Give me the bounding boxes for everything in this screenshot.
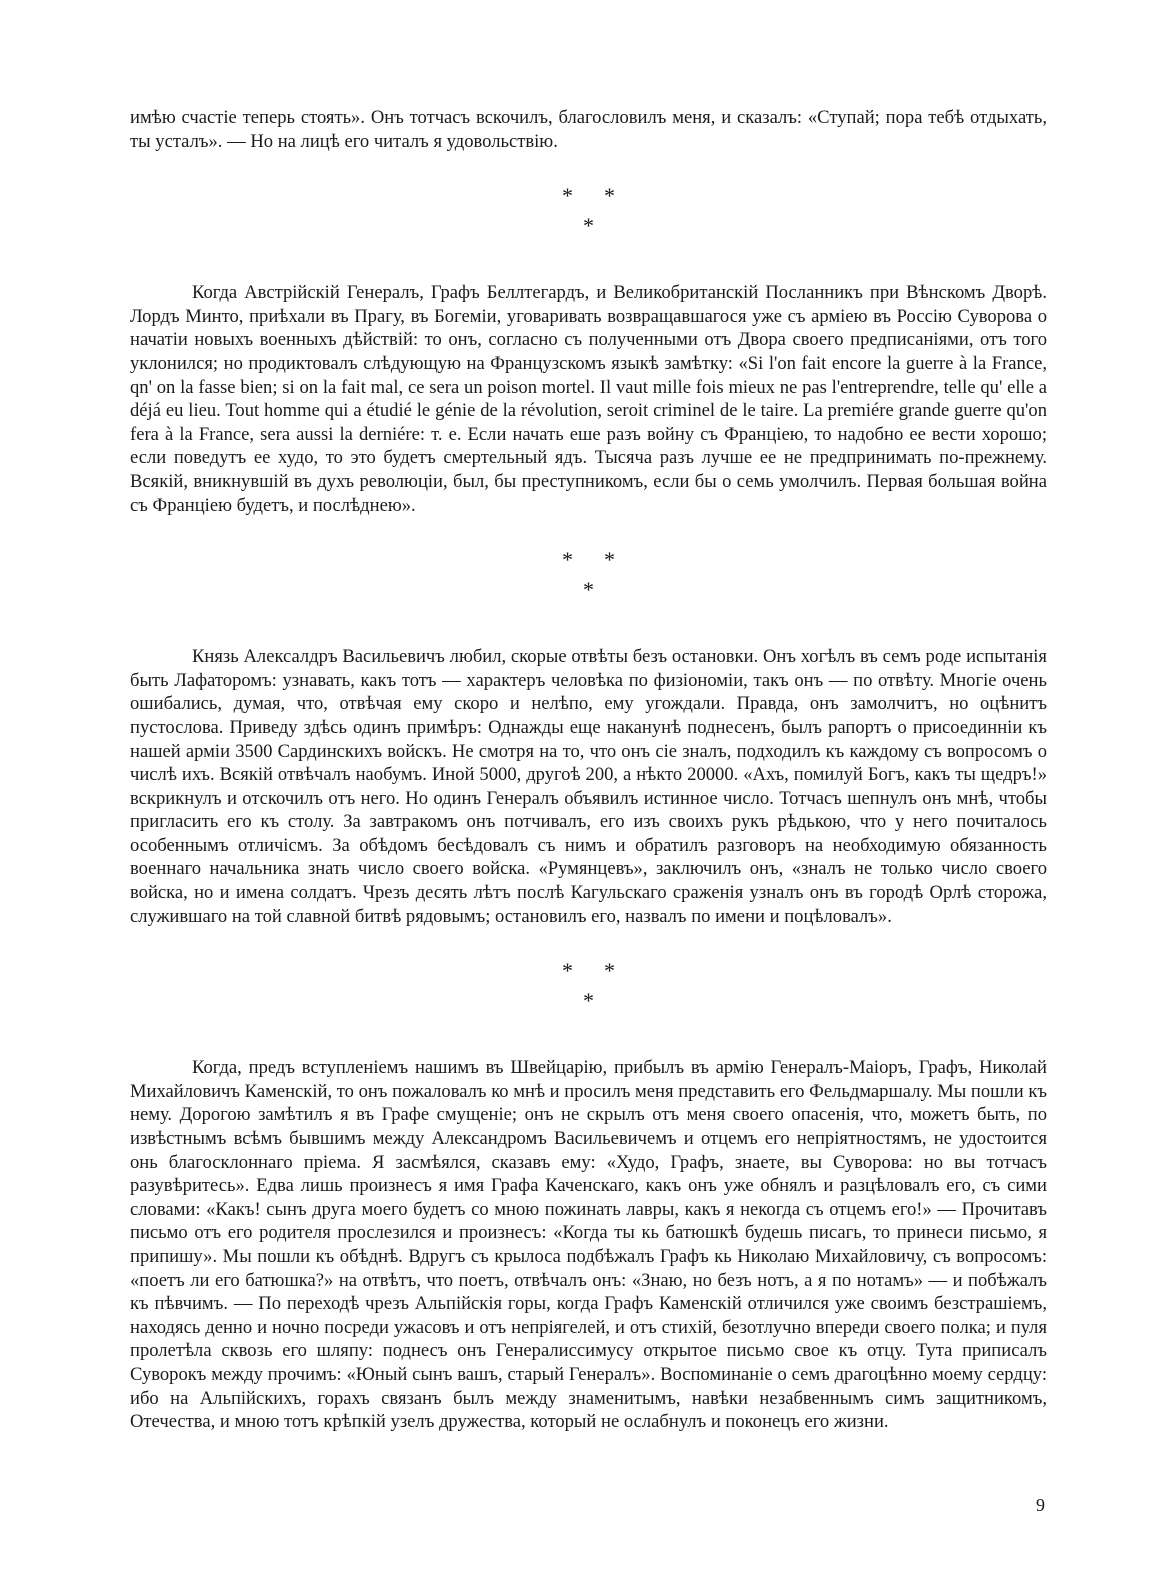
separator-star: * bbox=[583, 213, 594, 239]
paragraph-1: имѣю счастіе теперь стоять». Онъ тотчасъ вскочилъ, благословилъ меня, и сказалъ: «Ступай; пора тебѣ отдыхать, ты усталъ». — Но на лицѣ его читалъ я удовольствію. bbox=[130, 107, 1047, 152]
section-separator-2 bbox=[130, 547, 1047, 607]
document-page bbox=[130, 106, 1047, 1434]
page-number: 9 bbox=[1036, 1495, 1045, 1515]
separator-star: * bbox=[604, 547, 615, 573]
separator-star: * bbox=[562, 183, 573, 209]
separator-star: * bbox=[562, 547, 573, 573]
separator-star: * bbox=[583, 577, 594, 603]
separator-star: * bbox=[583, 988, 594, 1014]
separator-star: * bbox=[604, 958, 615, 984]
separator-star: * bbox=[604, 183, 615, 209]
paragraph-3: Князь Алексалдръ Васильевичъ любил, скорые отвѣты безъ остановки. Онъ хогѣлъ въ семъ роде испытанія быть Лафаторомъ: узнавать, какъ тотъ — характеръ человѣка по физіономіи, такъ онъ — по отвѣту. Многіе очень ошибались, думая, что, отвѣчая ему скоро и нелѣпо, ему угождали. Правда, онъ замолчитъ, но оцѣнитъ пустослова. Приведу здѣсь одинъ примѣръ: Однажды еще наканунѣ поднесенъ, былъ рапортъ о присоединніи къ нашей арміи 3500 Сардинскихъ войскъ. Не смотря на то, что онъ сіе зналъ, подходилъ къ каждому съ вопросомъ о числѣ ихъ. Всякій отвѣчалъ наобумъ. Иной 5000, другоѣ 200, а нѣкто 20000. «Ахъ, помилуй Богъ, какъ ты щедръ!» вскрикнулъ и отскочилъ отъ него. Но одинъ Генералъ объявилъ истинное число. Тотчасъ шепнулъ онъ мнѣ, чтобы пригласить его къ столу. За завтракомъ онъ потчивалъ, его изъ своихъ рукъ рѣдькою, что у него почиталось особеннымъ отличісмъ. За обѣдомъ бесѣдовалъ съ нимъ и обратилъ разговоръ на необходимую обязанность военнаго начальника знать число своего войска. «Румянцевъ», заключилъ онъ, «зналъ не только число своего войска, но и имена солдатъ. Чрезъ десять лѣтъ послѣ Кагульскаго сраженія узналъ онъ въ городѣ Орлѣ сторожа, служившаго на той славной битвѣ рядовымъ; остановилъ его, назвалъ по имени и поцѣловалъ». bbox=[130, 646, 1047, 927]
section-separator-1 bbox=[130, 183, 1047, 243]
section-separator-3 bbox=[130, 958, 1047, 1018]
separator-star: * bbox=[562, 958, 573, 984]
paragraph-4: Когда, предъ вступленіемъ нашимъ въ Швейцарію, прибылъ въ армію Генералъ-Маіоръ, Графъ, Николай Михайловичъ Каменскій, то онъ пожаловалъ ко мнѣ и просилъ меня представить его Фельдмаршалу. Мы пошли къ нему. Дорогою замѣтилъ я въ Графе смущеніе; онъ не скрылъ отъ меня своего опасенія, что, можетъ быть, по извѣстнымъ всѣмъ бывшимъ между Александромъ Васильевичемъ и отцемъ его непріятностямъ, не удостоится онь благосклоннаго пріема. Я засмѣялся, сказавъ ему: «Худо, Графъ, знаете, вы Суворова: но вы тотчасъ разувѣритесь». Едва лишь произнесъ я имя Графа Каченскаго, какъ онъ уже обнялъ и разцѣловалъ его, съ сими словами: «Какъ! сынъ друга моего будетъ со мною пожинать лавры, какъ я некогда съ отцемъ его!» — Прочитавъ письмо отъ его родителя прослезился и произнесъ: «Когда ты кь батюшкѣ будешь писагь, то принеси письмо, я припишу». Мы пошли къ обѣднѣ. Вдругъ съ крылоса подбѣжалъ Графъ кь Николаю Михайловичу, съ вопросомъ: «поетъ ли его батюшка?» на отвѣтъ, что поетъ, отвѣчалъ онъ: «Знаю, но безъ нотъ, а я по нотамъ» — и побѣжалъ къ пѣвчимъ. — По переходѣ чрезъ Альпійскія горы, когда Графъ Каменскій отличился уже своимъ безстрашіемъ, находясь денно и ночно посреди ужасовъ и отъ непріягелей, и отъ стихій, безотлучно впереди своего полка; и пуля пролетѣла сквозь его шляпу: поднесъ онъ Генералиссимусу открытое письмо свое къ отцу. Тута приписалъ Суворокъ между прочимъ: «Юный сынъ вашъ, старый Генералъ». Воспоминаніе о семъ драгоцѣнно моему сердцу: ибо на Альпійскихъ, горахъ связанъ былъ между знаменитымъ, навѣки незабвеннымъ симъ защитникомъ, Отечества, и мною тотъ крѣпкій узелъ дружества, который не ослабнулъ и поконецъ его жизни. bbox=[130, 1057, 1047, 1433]
paragraph-2: Когда Австрійскій Генералъ, Графъ Беллтегардъ, и Великобританскій Посланникъ при Вѣнскомъ Дворѣ. Лордъ Минто, приѣхали въ Прагу, въ Богеміи, уговаривать возвращавшагося уже съ арміею въ Россію Суворова о начатіи новыхъ военныхъ дѣйствій: то онъ, согласно съ полученными отъ Двора своего предписаніями, отъ того уклонился; но продиктовалъ слѣдующую на Французскомъ языкѣ замѣтку: «Si l'on fait encore la guerre à la France, qn' on la fasse bien; si on la fait mal, ce sera un poison mortel. Il vaut mille fois mieux ne pas l'entreprendre, telle qu' elle a déjá eu lieu. Tout homme qui a étudié le génie de la révolution, seroit criminel de le taire. La premiére grande guerre qu'on fera à la France, sera aussi la derniére: т. е. Если начать еше разъ войну съ Франціею, то надобно ее вести хорошо; если поведутъ ее худо, то это будетъ смертельный ядъ. Тысяча разъ лучше ее не предпринимать по-прежнему. Всякій, вникнувшій въ духъ революціи, был, бы преступникомъ, если бы о семь умолчилъ. Первая большая война съ Франціею будетъ, и послѣднею». bbox=[130, 282, 1047, 516]
